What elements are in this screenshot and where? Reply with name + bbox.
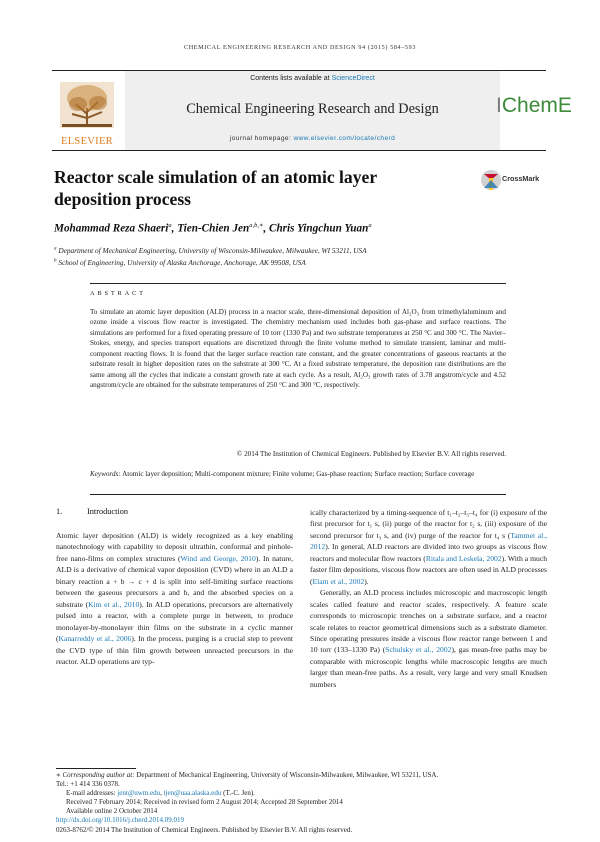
author-name: Chris Yingchun Yuan <box>269 222 369 235</box>
crossmark-label: CrossMark <box>502 174 540 183</box>
abstract-top-rule <box>90 283 506 284</box>
section-heading <box>56 507 128 516</box>
section-number: 1. <box>56 507 63 516</box>
sciencedirect-link[interactable]: ScienceDirect <box>331 75 375 82</box>
citation-link[interactable]: Tammet al., 2012 <box>310 530 547 552</box>
email-link[interactable]: jent@uwm.edu <box>117 789 161 797</box>
footnote-email: E-mail addresses: jent@uwm.edu, tjen@uaa.alaska.edu (T.-C. Jen). <box>66 789 255 797</box>
footnote-online: Available online 2 October 2014 <box>66 807 158 815</box>
paragraph-text: ). With a much faster film depositions, viscous flow reactors are often used in ALD processes ( <box>310 553 548 586</box>
paragraph-text: ). In the process, purging is a crucial step to prevent the CVD type of thin film growth between unreacted precursors in the reactor. ALD operations are typ- <box>56 634 293 666</box>
icheme-logo <box>496 94 572 130</box>
author-affiliation-mark: a <box>168 222 172 229</box>
doi-link[interactable]: http://dx.doi.org/10.1016/j.cherd.2014.09.019 <box>56 816 185 824</box>
crossmark-icon <box>480 168 502 192</box>
journal-homepage-link[interactable]: www.elsevier.com/locate/cherd <box>293 135 396 142</box>
abstract-text: To simulate an atomic layer deposition (ALD) process in a reactor scale, three-dimensional deposition of Al₂O₃ from trimethylaluminum and ozone inside a viscous flow reactor is investigated. The chemistry mechanism used includes both gas-phase and surface reactions. The simulations are performed for a fixed operating pressure of 10 torr (1330 Pa) and two substrate temperatures at 250 °C and 300 °C. The Navier–Stokes, energy, and species transport equations are discretized through the finite volume method to simulate transient, laminar and multi-component reacting flows. It is found that the larger surface reaction rate constant, and the greater concentrations of gaseous reactants at the substrate result in higher deposition rates on the substrate at 300 °C. At a fixed substrate temperature, the deposition rate distributions are the same among all the cycles that indicate a constant growth rate at each cycle. As a result, Al₂O₃ growth rates of 3.78 angstrom/cycle and 4.52 angstrom/cycle are obtained for the substrate temperatures of 250 °C and 300 °C, respectively. <box>90 308 506 390</box>
email-label: E-mail addresses: <box>66 789 116 797</box>
icheme-logo-i: I <box>496 94 502 117</box>
crossmark-badge[interactable] <box>480 166 548 196</box>
elsevier-logo <box>54 78 120 148</box>
citation-link[interactable]: Ritala and Leskela, 2002 <box>425 553 502 563</box>
abstract-heading: ABSTRACT <box>90 290 146 297</box>
section-title: Introduction <box>87 507 129 516</box>
affiliation <box>54 258 544 267</box>
paragraph-text: ). In ALD operations, precursors are alternatively pulsed into a reactor, with a complete purge in between, to produce monolayer-by-monolayer thin films on the substrate in a cyclic manner ( <box>56 599 293 644</box>
author-name: Tien-Chien Jen <box>177 222 250 235</box>
body-paragraph <box>310 507 547 587</box>
banner-bottom-rule <box>52 150 546 151</box>
icheme-logo-cheme: ChemE <box>501 94 572 117</box>
email-tail: (T.-C. Jen). <box>223 789 255 797</box>
corresponding-text: Department of Mechanical Engineering, University of Wisconsin-Milwaukee, Milwaukee, WI 53211, USA. <box>136 771 439 779</box>
journal-banner <box>52 70 572 151</box>
keywords <box>90 469 506 480</box>
homepage-prefix: journal homepage: <box>229 135 292 142</box>
affiliation <box>54 246 544 255</box>
citation-link[interactable]: Kanarreddy et al., 2006 <box>58 634 132 644</box>
paragraph-text: ), gas mean-free paths may be comparable with microscopic lengths while macroscopic lengths are much larger than mean-free paths. As a result, very large and very small Knudsen numbers <box>310 645 547 689</box>
issn-copyright: 0263-8762/© 2014 The Institution of Chemical Engineers. Published by Elsevier B.V. All rights reserved. <box>56 826 353 834</box>
paragraph-text: ). In general, ALD reactors are divided into two groups as viscous flow reactors and molecular flow reactors ( <box>310 542 547 563</box>
affiliation-text: Department of Mechanical Engineering, University of Wisconsin-Milwaukee, Milwaukee, WI 53211, USA <box>58 246 367 255</box>
citation-link[interactable]: Schulsky et al., 2002 <box>385 645 452 655</box>
author-list: Mohammad Reza Shaeri$^a$, Tien-Chien Jen$^{a,b,∗}$, Chris Yingchun Yuan$^a$ <box>54 222 372 235</box>
citation-link[interactable]: Elam et al., 2002 <box>312 576 365 586</box>
author-affiliation-mark: a <box>368 222 372 229</box>
journal-title: Chemical Engineering Research and Design <box>186 101 439 117</box>
affiliation-mark: b <box>54 258 57 264</box>
body-paragraph <box>310 587 547 690</box>
author-name: Mohammad Reza Shaeri <box>54 222 169 235</box>
elsevier-wordmark: ELSEVIER <box>61 136 113 147</box>
affiliation-mark: a <box>54 246 57 252</box>
paragraph-text: ically characterized by a timing-sequence of t₁–t₂–t₃–t₄ for (i) exposure of the first precursor for t₁ s, (ii) purge of the reactor for t₂ s, (iii) exposure of the second precursor for t₃ s, and (iv) purge of the reactor for t₄ s ( <box>310 508 547 540</box>
paragraph-text: ). <box>364 576 369 586</box>
paragraph-text: Generally, an ALD process includes microscopic and macroscopic length scales called feature and reactor scales, respectively. A feature scale corresponds to microscopic trenches on a substrate surface, and a reactor scale relates to reactor geometrical dimensions such as a substrate diameter. Since operating pressures inside a viscous flow reactor range between 1 and 10 torr (133–1330 Pa) ( <box>310 588 547 655</box>
keywords-label: Keywords: <box>90 470 121 478</box>
contents-line <box>125 75 500 82</box>
body-column-right <box>310 507 547 690</box>
footnote-rule <box>56 768 136 769</box>
keywords-list: Atomic layer deposition; Multi-component mixture; Finite volume; Gas-phase reaction; Surface reaction; Surface coverage <box>122 470 475 478</box>
body-paragraph <box>56 530 293 667</box>
footnote-tel: Tel.: +1 414 336 0378. <box>56 780 120 788</box>
author-affiliation-mark[interactable]: a,b,∗ <box>249 222 264 229</box>
affiliation-text: School of Engineering, University of Alaska Anchorage, Anchorage, AK 99508, USA <box>58 258 306 267</box>
abstract-bottom-rule <box>90 494 506 495</box>
banner-center-panel <box>125 71 500 150</box>
paragraph-text: ). In nature, ALD is a derivative of chemical vapor deposition (CVD) where in an ALD a binary reaction a + b → c + d is split into self-limiting surface reactions between the gaseous precursors a and b, and the absorbed species on a substrate ( <box>56 553 293 609</box>
journal-homepage-line <box>125 135 500 142</box>
running-header: CHEMICAL ENGINEERING RESEARCH AND DESIGN 94 (2015) 584–593 <box>183 44 417 51</box>
footnote-history: Received 7 February 2014; Received in revised form 2 August 2014; Accepted 28 September 2014 <box>66 798 343 806</box>
footnote-doi <box>56 816 546 826</box>
citation-link[interactable]: Wind and George, 2010 <box>180 553 256 563</box>
corresponding-label: ∗ Corresponding author at: <box>56 771 135 779</box>
article-title: Reactor scale simulation of an atomic layer deposition process <box>54 167 377 209</box>
email-link[interactable]: tjen@uaa.alaska.edu <box>163 789 222 797</box>
body-column-left <box>56 530 293 667</box>
contents-prefix: Contents lists available at <box>250 75 330 82</box>
citation-link[interactable]: Kim et al., 2010 <box>88 599 140 609</box>
paragraph-text: Atomic layer deposition (ALD) is widely recognized as a key enabling nanotechnology with capability to deposit ultrathin, conformal and pinhole-free nano-films on complex structures ( <box>56 531 293 563</box>
abstract-copyright: © 2014 The Institution of Chemical Engineers. Published by Elsevier B.V. All rights reserved. <box>236 450 506 458</box>
